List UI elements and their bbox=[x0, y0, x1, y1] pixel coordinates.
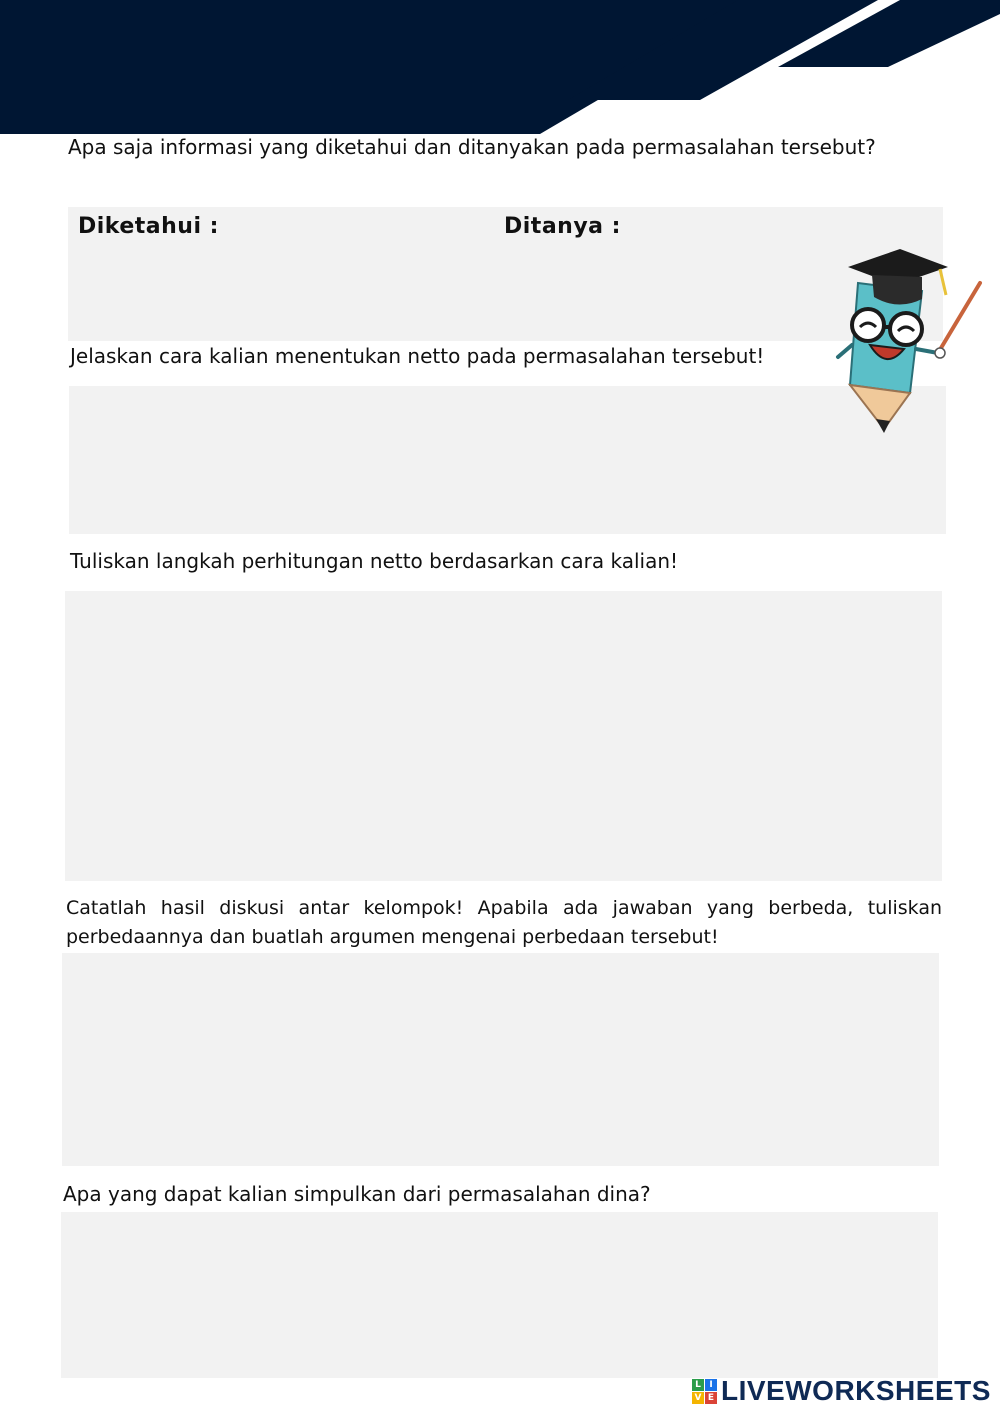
asked-label: Ditanya : bbox=[504, 214, 621, 239]
answer-box-5[interactable] bbox=[61, 1212, 938, 1378]
question-5-text: Apa yang dapat kalian simpulkan dari permasalahan dina? bbox=[63, 1182, 651, 1206]
answer-box-3[interactable] bbox=[65, 591, 942, 881]
pencil-graduate-mascot-icon bbox=[830, 245, 990, 440]
question-3-text: Tuliskan langkah perhitungan netto berdasarkan cara kalian! bbox=[70, 549, 679, 573]
question-1-text: Apa saja informasi yang diketahui dan ditanyakan pada permasalahan tersebut? bbox=[68, 135, 876, 159]
brand-name: LIVEWORKSHEETS bbox=[721, 1375, 991, 1406]
question-2-text: Jelaskan cara kalian menentukan netto pada permasalahan tersebut! bbox=[70, 344, 765, 368]
question-4-text: Catatlah hasil diskusi antar kelompok! Apabila ada jawaban yang berbeda, tuliskan perbedaannya dan buatlah argumen mengenai perbedaan tersebut! bbox=[66, 897, 942, 948]
answer-box-2[interactable] bbox=[69, 386, 946, 534]
known-label: Diketahui : bbox=[78, 214, 219, 239]
liveworksheets-brand bbox=[692, 1376, 992, 1406]
answer-box-4[interactable] bbox=[62, 953, 939, 1166]
header-banner bbox=[0, 0, 1000, 140]
liveworksheets-logo-icon: L I V E bbox=[692, 1379, 717, 1404]
